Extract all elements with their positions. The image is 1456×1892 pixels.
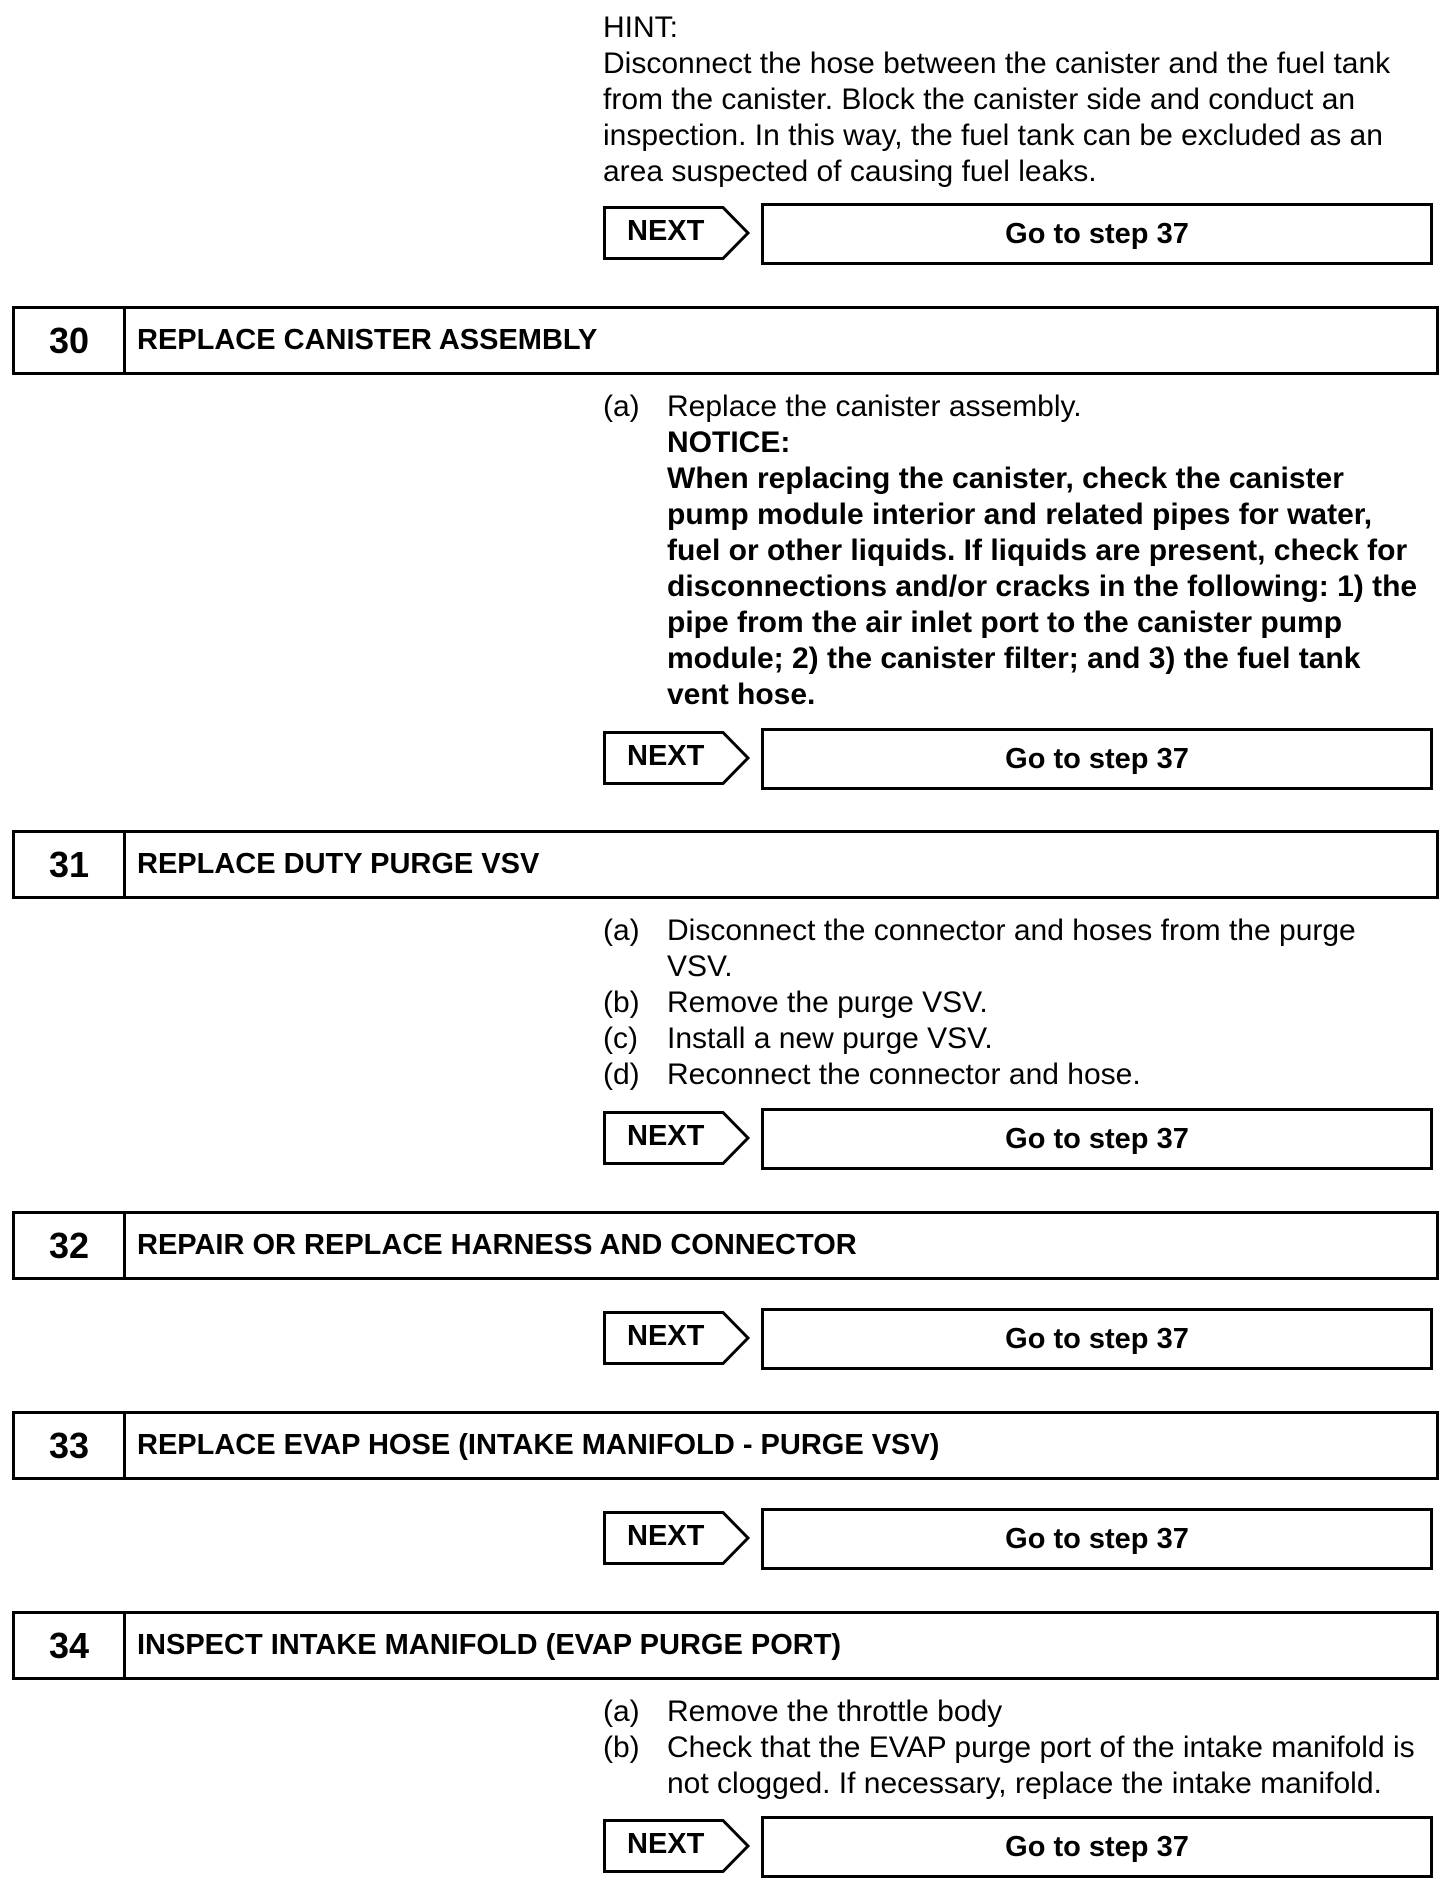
go-to-step-button[interactable] <box>761 1816 1433 1878</box>
go-to-step-label: Go to step 37 <box>1005 1122 1189 1155</box>
notice-line: fuel or other liquids. If liquids are present, check for <box>667 534 1408 567</box>
step-header-32 <box>12 1211 1439 1280</box>
go-to-step-label: Go to step 37 <box>1005 742 1189 775</box>
step-number: 32 <box>15 1214 126 1277</box>
notice-line: pipe from the air inlet port to the canister pump <box>667 606 1343 639</box>
step-number: 33 <box>15 1414 126 1477</box>
step-header-34 <box>12 1611 1439 1680</box>
notice-line: module; 2) the canister filter; and 3) the fuel tank <box>667 642 1361 675</box>
list-item <box>603 1694 1433 1730</box>
step-34-instructions <box>603 1694 1433 1802</box>
item-marker: (a) <box>603 914 640 947</box>
next-nav[interactable] <box>603 1308 1433 1370</box>
next-label: NEXT <box>627 1319 705 1352</box>
item-marker: (c) <box>603 1022 638 1055</box>
item-marker: (a) <box>603 390 640 423</box>
go-to-step-button[interactable] <box>761 1508 1433 1570</box>
step-30-instructions <box>603 389 1433 713</box>
next-label: NEXT <box>627 1119 705 1152</box>
step-title: REPAIR OR REPLACE HARNESS AND CONNECTOR <box>137 1229 857 1261</box>
step-31-instructions <box>603 913 1433 1093</box>
list-item <box>603 1730 1433 1802</box>
notice-line: When replacing the canister, check the canister <box>667 462 1344 495</box>
go-to-step-label: Go to step 37 <box>1005 1322 1189 1355</box>
notice-line: pump module interior and related pipes for water, <box>667 498 1373 531</box>
step-number: 30 <box>15 309 126 372</box>
hint-block <box>603 10 1390 190</box>
step-title: REPLACE EVAP HOSE (INTAKE MANIFOLD - PURGE VSV) <box>137 1429 940 1461</box>
hint-label: HINT: <box>603 11 678 44</box>
go-to-step-button[interactable] <box>761 203 1433 265</box>
item-marker: (b) <box>603 986 640 1019</box>
item-text: not clogged. If necessary, replace the intake manifold. <box>667 1767 1382 1800</box>
notice-line: disconnections and/or cracks in the following: 1) the <box>667 570 1418 603</box>
next-nav[interactable] <box>603 728 1433 790</box>
list-item <box>603 1057 1433 1093</box>
next-nav[interactable] <box>603 1508 1433 1570</box>
item-text: Check that the EVAP purge port of the intake manifold is <box>667 1731 1415 1764</box>
go-to-step-button[interactable] <box>761 1308 1433 1370</box>
next-label: NEXT <box>627 1519 705 1552</box>
hint-line: inspection. In this way, the fuel tank can be excluded as an <box>603 119 1383 152</box>
next-label: NEXT <box>627 739 705 772</box>
next-nav[interactable] <box>603 1108 1433 1170</box>
step-title: REPLACE CANISTER ASSEMBLY <box>137 324 598 356</box>
notice-block <box>603 425 1433 713</box>
item-text: Replace the canister assembly. <box>667 390 1082 423</box>
step-number: 34 <box>15 1614 126 1677</box>
next-nav[interactable] <box>603 1816 1433 1878</box>
notice-label: NOTICE: <box>667 426 791 459</box>
item-text: VSV. <box>667 950 733 983</box>
hint-line: from the canister. Block the canister side and conduct an <box>603 83 1356 116</box>
step-header-31 <box>12 830 1439 899</box>
hint-line: Disconnect the hose between the canister and the fuel tank <box>603 47 1391 80</box>
go-to-step-label: Go to step 37 <box>1005 1830 1189 1863</box>
go-to-step-label: Go to step 37 <box>1005 217 1189 250</box>
notice-line: vent hose. <box>667 678 816 711</box>
list-item <box>603 985 1433 1021</box>
next-nav[interactable] <box>603 203 1433 265</box>
item-text: Reconnect the connector and hose. <box>667 1058 1141 1091</box>
step-header-33 <box>12 1411 1439 1480</box>
step-title: REPLACE DUTY PURGE VSV <box>137 848 540 880</box>
step-number: 31 <box>15 833 126 896</box>
item-text: Remove the throttle body <box>667 1695 1003 1728</box>
list-item <box>603 913 1433 985</box>
item-marker: (a) <box>603 1695 640 1728</box>
list-item <box>603 389 1433 425</box>
go-to-step-label: Go to step 37 <box>1005 1522 1189 1555</box>
item-text: Remove the purge VSV. <box>667 986 988 1019</box>
hint-line: area suspected of causing fuel leaks. <box>603 155 1097 188</box>
step-title: INSPECT INTAKE MANIFOLD (EVAP PURGE PORT) <box>137 1629 842 1661</box>
item-marker: (d) <box>603 1058 640 1091</box>
next-label: NEXT <box>627 214 705 247</box>
go-to-step-button[interactable] <box>761 1108 1433 1170</box>
item-marker: (b) <box>603 1731 640 1764</box>
next-label: NEXT <box>627 1827 705 1860</box>
step-header-30 <box>12 306 1439 375</box>
item-text: Disconnect the connector and hoses from the purge <box>667 914 1356 947</box>
go-to-step-button[interactable] <box>761 728 1433 790</box>
list-item <box>603 1021 1433 1057</box>
item-text: Install a new purge VSV. <box>667 1022 993 1055</box>
